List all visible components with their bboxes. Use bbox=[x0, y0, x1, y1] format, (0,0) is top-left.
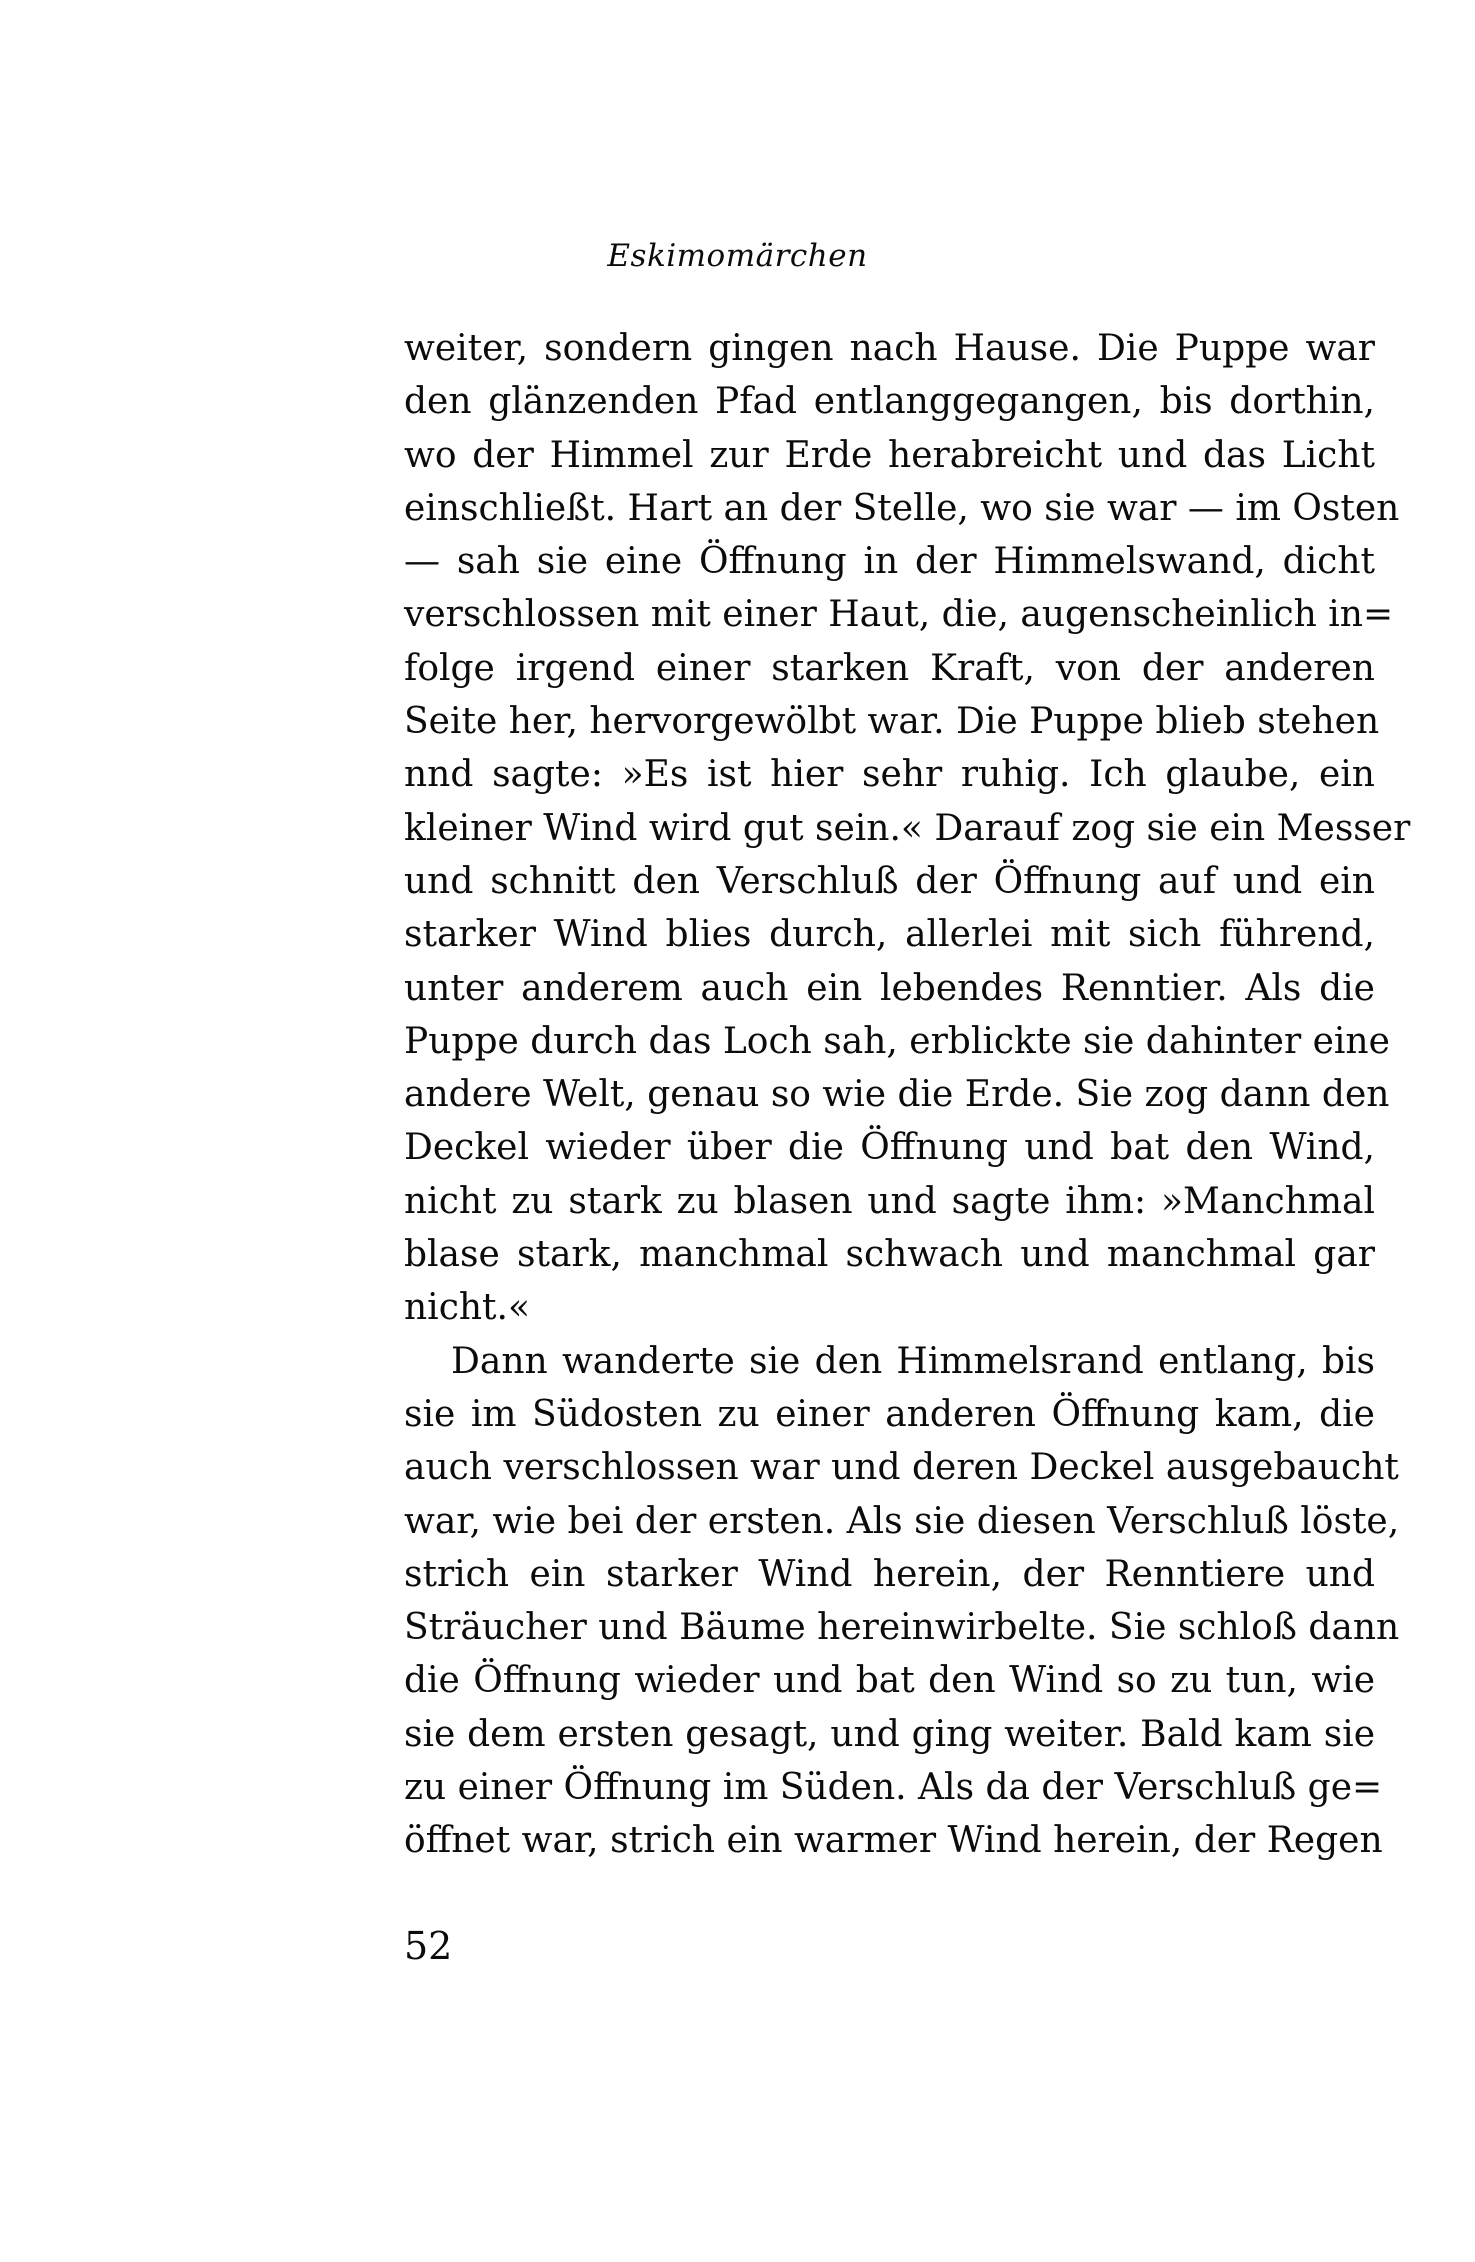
text-line: die Öffnung wieder und bat den Wind so zu tun, wie bbox=[404, 1660, 1375, 1702]
text-line: den glänzenden Pfad entlanggegangen, bis dorthin, bbox=[404, 381, 1375, 423]
text-line: öffnet war, strich ein warmer Wind herein, der Regen bbox=[404, 1820, 1383, 1862]
text-line: Deckel wieder über die Öffnung und bat den Wind, bbox=[404, 1127, 1375, 1169]
text-line: und schnitt den Verschluß der Öffnung auf und ein bbox=[404, 860, 1375, 902]
text-line: nicht zu stark zu blasen und sagte ihm: »Manchmal bbox=[404, 1180, 1375, 1222]
text-line: unter anderem auch ein lebendes Renntier. Als die bbox=[404, 967, 1375, 1009]
text-line: zu einer Öffnung im Süden. Als da der Verschluß ge= bbox=[404, 1767, 1383, 1809]
text-line: einschließt. Hart an der Stelle, wo sie war — im Osten bbox=[404, 487, 1400, 529]
paragraph-start-line: Dann wanderte sie den Himmelsrand entlang, bis bbox=[451, 1340, 1375, 1382]
running-title: Eskimomärchen bbox=[607, 238, 868, 274]
text-line: Sträucher und Bäume hereinwirbelte. Sie schloß dann bbox=[404, 1607, 1400, 1649]
text-line: war, wie bei der ersten. Als sie diesen Verschluß löste, bbox=[404, 1500, 1400, 1542]
body-text bbox=[404, 322, 1411, 1868]
text-line: wo der Himmel zur Erde herabreicht und das Licht bbox=[404, 434, 1375, 476]
text-line: Seite her, hervorgewölbt war. Die Puppe blieb stehen bbox=[404, 701, 1380, 743]
text-line: nnd sagte: »Es ist hier sehr ruhig. Ich glaube, ein bbox=[404, 754, 1375, 796]
text-line: weiter, sondern gingen nach Hause. Die Puppe war bbox=[404, 328, 1375, 369]
text-line: sie im Südosten zu einer anderen Öffnung kam, die bbox=[404, 1393, 1375, 1435]
text-line: sie dem ersten gesagt, und ging weiter. Bald kam sie bbox=[404, 1713, 1375, 1755]
text-line: Puppe durch das Loch sah, erblickte sie dahinter eine bbox=[404, 1020, 1390, 1062]
text-line: strich ein starker Wind herein, der Renntiere und bbox=[404, 1553, 1375, 1595]
text-line: blase stark, manchmal schwach und manchmal gar bbox=[404, 1234, 1375, 1276]
page-number: 52 bbox=[404, 1924, 453, 1968]
text-line: kleiner Wind wird gut sein.« Darauf zog sie ein Messer bbox=[404, 807, 1411, 849]
text-line: starker Wind blies durch, allerlei mit sich führend, bbox=[404, 914, 1375, 956]
text-line: verschlossen mit einer Haut, die, augenscheinlich in= bbox=[404, 594, 1394, 636]
text-line: andere Welt, genau so wie die Erde. Sie zog dann den bbox=[404, 1074, 1390, 1116]
text-line: auch verschlossen war und deren Deckel ausgebaucht bbox=[404, 1447, 1399, 1489]
paragraph-end-line: nicht.« bbox=[404, 1287, 530, 1329]
text-line: folge irgend einer starken Kraft, von der anderen bbox=[404, 647, 1375, 689]
text-line: — sah sie eine Öffnung in der Himmelswand, dicht bbox=[404, 541, 1375, 583]
